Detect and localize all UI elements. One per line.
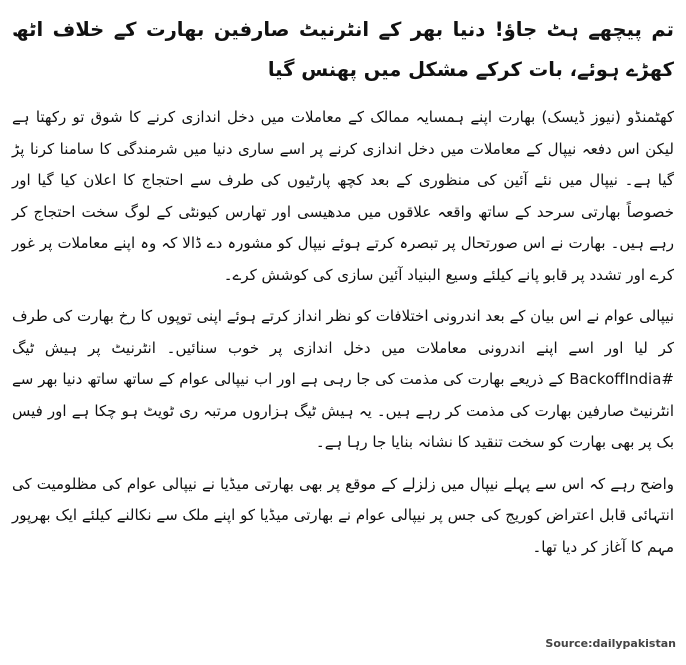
article-headline: تم پیچھے ہٹ جاؤ! دنیا بھر کے انٹرنیٹ صارفین بھارت کے خلاف اٹھ کھڑے ہوئے، بات کرکے مشکل میں پھنس گیا xyxy=(12,18,674,81)
news-article xyxy=(12,10,674,573)
article-paragraph: نیپالی عوام نے اس بیان کے بعد اندرونی اختلافات کو نظر انداز کرتے ہوئے اپنی توپوں کا رخ بھارت کی طرف کر لیا اور اسے اپنے اندرونی معاملات میں دخل اندازی پر خوب سنائیں۔ انٹرنیٹ پر ہیش ٹیگ #BackoffIndia کے ذریعے بھارت کی مذمت کی جا رہی ہے اور اب نیپالی عوام کے ساتھ ساتھ دنیا بھر سے انٹرنیٹ صارفین بھارت کی مذمت کر رہے ہیں۔ یہ ہیش ٹیگ ہزاروں مرتبہ ری ٹویٹ ہو چکا ہے اور فیس بک پر بھی بھارت کو سخت تنقید کا نشانہ بنایا جا رہا ہے۔ xyxy=(12,307,674,451)
source-credit: Source:dailypakistan xyxy=(545,637,676,650)
article-paragraph: واضح رہے کہ اس سے پہلے نیپال میں زلزلے کے موقع پر بھی بھارتی میڈیا نے نیپالی عوام کی مظلومیت کی انتہائی قابل اعتراض کوریج کی جس پر نیپالی عوام نے بھارتی میڈیا کو اپنے ملک سے نکالنے کیلئے ایک بھرپور مہم کا آغاز کر دیا تھا۔ xyxy=(12,474,674,556)
article-paragraph: کھٹمنڈو (نیوز ڈیسک) بھارت اپنے ہمسایہ ممالک کے معاملات میں دخل اندازی کرنے کا شوق تو رکھتا ہے لیکن اس دفعہ نیپال کے معاملات میں دخل اندازی کرنے پر اسے ساری دنیا میں شرمندگی کا سامنا کرنا پڑ گیا ہے۔ نیپال میں نئے آئین کی منظوری کے بعد کچھ پارٹیوں کی طرف سے احتجاج کا اعلان کیا گیا اور خصوصاً بھارتی سرحد کے ساتھ واقعہ علاقوں میں مدھیسی اور تھارس کیونٹی کے لوگ سخت احتجاج کر رہے ہیں۔ بھارت نے اس صورتحال پر تبصرہ کرتے ہوئے نیپال کو مشورہ دے ڈالا کہ وہ اپنے معاملات پر غور کرے اور تشدد پر قابو پانے کیلئے وسیع البنیاد آئین سازی کی کوشش کرے۔ xyxy=(12,108,674,284)
